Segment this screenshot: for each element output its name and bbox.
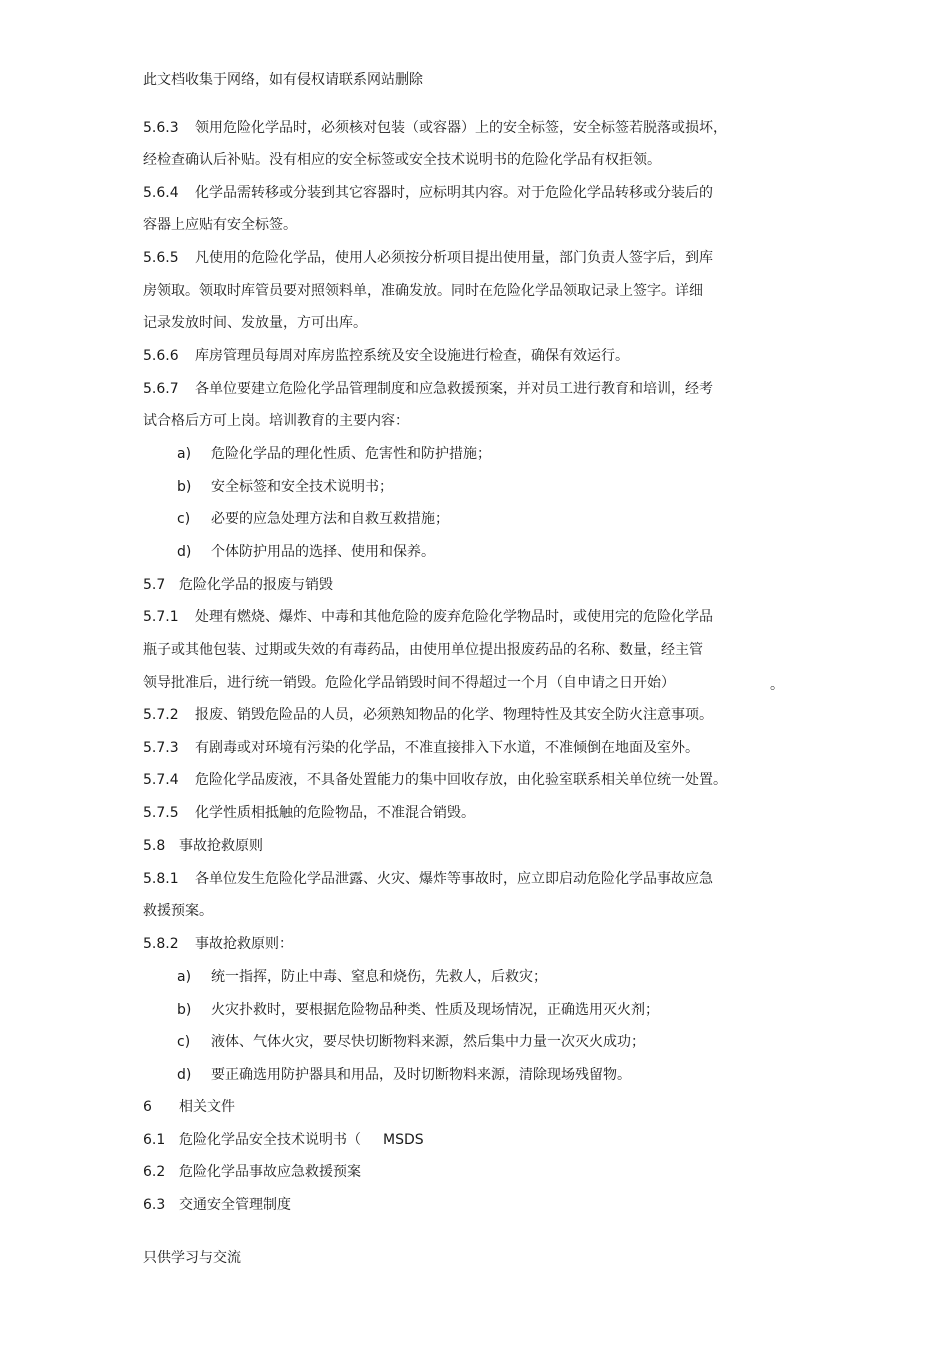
paragraph-line [143,902,213,920]
clause-text: 有剧毒或对环境有污染的化学品，不准直接排入下水道，不准倾倒在地面及室外。 [195,740,699,756]
list-item [177,445,491,463]
clause-text: 事故抢救原则： [195,936,293,952]
clause-text: 记录发放时间、发放量，方可出库。 [143,315,367,331]
clause-text: 库房管理员每周对库房监控系统及安全设施进行检查，确保有效运行。 [195,348,629,364]
clause-text: 经检查确认后补贴。没有相应的安全标签或安全技术说明书的危险化学品有权拒领。 [143,152,661,168]
reference-title: 危险化学品事故应急救援预案 [179,1164,361,1180]
list-letter: a) [177,969,192,985]
paragraph-line [143,119,727,137]
list-letter: d) [177,1067,192,1083]
clause-number: 5.7.5 [143,805,179,821]
trailing-period: 。 [770,677,784,693]
clause-number: 5.8.1 [143,871,179,887]
list-text: 统一指挥，防止中毒、窒息和烧伤，先救人，后救灾； [211,969,547,985]
document-reference [143,1196,291,1214]
reference-suffix: MSDS [383,1132,424,1148]
clause-text: 房领取。领取时库管员要对照领料单，准确发放。同时在危险化学品领取记录上签字。详细 [143,283,703,299]
list-letter: d) [177,544,192,560]
clause-text: 瓶子或其他包装、过期或失效的有毒药品，由使用单位提出报废药品的名称、数量，经主管 [143,642,703,658]
paragraph-line [143,804,475,822]
clause-number: 5.7.4 [143,772,179,788]
paragraph-line [143,151,661,169]
section-title: 危险化学品的报废与销毁 [179,577,333,593]
clause-number: 5.6.3 [143,120,179,136]
reference-number: 6.3 [143,1197,166,1213]
list-letter: b) [177,1002,192,1018]
section-number: 5.8 [143,838,166,854]
list-letter: c) [177,1034,191,1050]
paragraph-line [143,771,727,789]
clause-number: 5.6.7 [143,381,179,397]
clause-text: 领导批准后，进行统一销毁。危险化学品销毁时间不得超过一个月（自申请之日开始） [143,675,675,691]
clause-text: 危险化学品废液，不具备处置能力的集中回收存放，由化验室联系相关单位统一处置。 [195,772,727,788]
reference-number: 6.2 [143,1164,166,1180]
document-reference [143,1131,424,1149]
list-text: 安全标签和安全技术说明书； [211,479,393,495]
paragraph-line [143,935,293,953]
list-item [177,478,393,496]
clause-text: 各单位发生危险化学品泄露、火灾、爆炸等事故时，应立即启动危险化学品事故应急 [195,871,713,887]
clause-text: 凡使用的危险化学品，使用人必须按分析项目提出使用量，部门负责人签字后，到库 [195,250,713,266]
section-number: 5.7 [143,577,166,593]
paragraph-line [143,412,409,430]
list-item [177,543,435,561]
paragraph-line [143,314,367,332]
clause-text: 领用危险化学品时，必须核对包装（或容器）上的安全标签，安全标签若脱落或损坏， [195,120,727,136]
clause-number: 5.7.3 [143,740,179,756]
list-letter: a) [177,446,192,462]
section-heading [143,576,333,594]
paragraph-line [143,641,703,659]
clause-number: 5.6.4 [143,185,179,201]
footer-note: 只供学习与交流 [143,1250,241,1266]
clause-number: 5.6.6 [143,348,179,364]
reference-title: 危险化学品安全技术说明书（ [179,1132,361,1148]
clause-text: 试合格后方可上岗。培训教育的主要内容： [143,413,409,429]
paragraph-line [143,347,629,365]
list-item [177,1001,659,1019]
paragraph-line [143,870,713,888]
clause-number: 5.7.1 [143,609,179,625]
list-text: 个体防护用品的选择、使用和保养。 [211,544,435,560]
list-text: 危险化学品的理化性质、危害性和防护措施； [211,446,491,462]
paragraph-line [143,216,297,234]
clause-text: 处理有燃烧、爆炸、中毒和其他危险的废弃危险化学物品时，或使用完的危险化学品 [195,609,713,625]
list-item [177,1033,645,1051]
list-item [177,1066,631,1084]
paragraph-line [143,674,675,692]
clause-text: 救援预案。 [143,903,213,919]
list-text: 火灾扑救时，要根据危险物品种类、性质及现场情况，正确选用灭火剂； [211,1002,659,1018]
section-number: 6 [143,1099,152,1115]
list-text: 液体、气体火灾，要尽快切断物料来源，然后集中力量一次灭火成功； [211,1034,645,1050]
header-note: 此文档收集于网络，如有侵权请联系网站删除 [143,72,423,88]
clause-number: 5.6.5 [143,250,179,266]
clause-text: 化学品需转移或分装到其它容器时，应标明其内容。对于危险化学品转移或分装后的 [195,185,713,201]
list-text: 要正确选用防护器具和用品，及时切断物料来源，清除现场残留物。 [211,1067,631,1083]
list-item [177,968,547,986]
clause-text: 容器上应贴有安全标签。 [143,217,297,233]
reference-title: 交通安全管理制度 [179,1197,291,1213]
paragraph-line [143,282,703,300]
clause-text: 各单位要建立危险化学品管理制度和应急救援预案，并对员工进行教育和培训，经考 [195,381,713,397]
paragraph-line [143,739,699,757]
list-item [177,510,449,528]
list-letter: b) [177,479,192,495]
clause-text: 化学性质相抵触的危险物品，不准混合销毁。 [195,805,475,821]
paragraph-line [143,608,713,626]
section-title: 相关文件 [179,1099,235,1115]
paragraph-line [143,706,713,724]
clause-number: 5.8.2 [143,936,179,952]
section-heading [143,837,263,855]
section-title: 事故抢救原则 [179,838,263,854]
reference-number: 6.1 [143,1132,166,1148]
list-letter: c) [177,511,191,527]
section-heading [143,1098,235,1116]
list-text: 必要的应急处理方法和自救互救措施； [211,511,449,527]
clause-number: 5.7.2 [143,707,179,723]
document-reference [143,1163,361,1181]
paragraph-line [143,249,713,267]
paragraph-line [143,184,713,202]
clause-text: 报废、销毁危险品的人员，必须熟知物品的化学、物理特性及其安全防火注意事项。 [195,707,713,723]
paragraph-line [143,380,713,398]
